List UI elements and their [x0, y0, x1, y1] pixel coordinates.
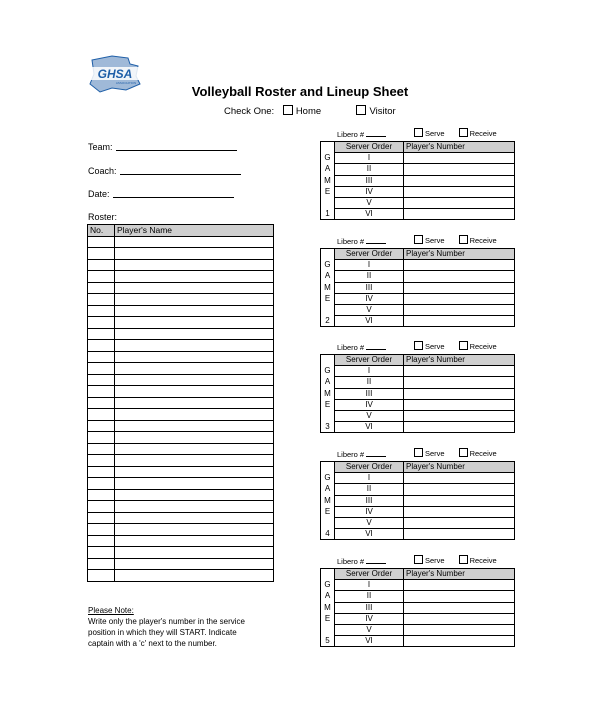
serve-checkbox[interactable]	[414, 341, 423, 350]
note-heading: Please Note:	[88, 606, 134, 615]
roster-row	[88, 489, 274, 501]
roster-col-name: Player's Name	[115, 225, 274, 237]
player-number-cell[interactable]	[404, 410, 515, 421]
roster-row	[88, 535, 274, 547]
player-number-cell[interactable]	[404, 197, 515, 208]
roster-row	[88, 455, 274, 467]
roster-number-cell[interactable]	[88, 432, 115, 444]
roster-row	[88, 248, 274, 260]
roster-row	[88, 294, 274, 306]
lineup-row	[321, 304, 515, 315]
server-order-header: Server Order	[335, 569, 404, 580]
roster-row	[88, 236, 274, 248]
lineup-table	[320, 568, 515, 647]
player-number-cell[interactable]	[404, 271, 515, 282]
roster-table	[87, 224, 274, 582]
game-letter: E	[321, 186, 335, 197]
game-letter: E	[321, 613, 335, 624]
server-order-cell: III	[335, 175, 404, 186]
roster-name-cell[interactable]	[115, 363, 274, 375]
roster-row	[88, 340, 274, 352]
roster-name-cell[interactable]	[115, 340, 274, 352]
lineup-table	[320, 461, 515, 540]
roster-number-cell[interactable]	[88, 351, 115, 363]
game-letter: A	[321, 377, 335, 388]
date-label: Date:	[88, 189, 110, 199]
lineup-row	[321, 153, 515, 164]
roster-name-cell[interactable]	[115, 570, 274, 582]
player-number-cell[interactable]	[404, 591, 515, 602]
roster-number-cell[interactable]	[88, 535, 115, 547]
receive-label: Receive	[469, 342, 497, 351]
roster-number-cell[interactable]	[88, 259, 115, 271]
roster-row	[88, 374, 274, 386]
player-number-header: Player's Number	[404, 142, 515, 153]
lineup-table	[320, 354, 515, 433]
serve-receive	[414, 128, 497, 138]
roster-name-cell[interactable]	[115, 386, 274, 398]
game-letter: G	[321, 260, 335, 271]
roster-row	[88, 478, 274, 490]
game-letter: A	[321, 591, 335, 602]
roster-number-cell[interactable]	[88, 466, 115, 478]
roster-number-cell[interactable]	[88, 386, 115, 398]
server-order-cell: II	[335, 591, 404, 602]
roster-name-cell[interactable]	[115, 409, 274, 421]
lineup-row	[321, 410, 515, 421]
player-number-cell[interactable]	[404, 473, 515, 484]
serve-checkbox[interactable]	[414, 128, 423, 137]
logo-subtext: ASSOCIATION	[115, 81, 137, 85]
server-order-header: Server Order	[335, 462, 404, 473]
server-order-cell: I	[335, 366, 404, 377]
server-order-cell: I	[335, 473, 404, 484]
lineup-row	[321, 422, 515, 433]
roster-number-cell[interactable]	[88, 294, 115, 306]
visitor-checkbox[interactable]	[356, 105, 366, 115]
roster-row	[88, 466, 274, 478]
libero-field	[337, 343, 386, 352]
lineup-row	[321, 473, 515, 484]
player-number-cell[interactable]	[404, 366, 515, 377]
roster-number-cell[interactable]	[88, 489, 115, 501]
coach-field	[88, 166, 241, 176]
player-number-cell[interactable]	[404, 506, 515, 517]
server-order-cell: III	[335, 282, 404, 293]
roster-label: Roster:	[88, 212, 118, 222]
server-order-cell: IV	[335, 399, 404, 410]
game-letter: A	[321, 484, 335, 495]
receive-label: Receive	[469, 556, 497, 565]
lineup-row	[321, 197, 515, 208]
roster-name-cell[interactable]	[115, 489, 274, 501]
game-letter	[321, 355, 335, 366]
game-letter: G	[321, 580, 335, 591]
game-letter: G	[321, 473, 335, 484]
serve-label: Serve	[425, 449, 445, 458]
server-order-cell: V	[335, 624, 404, 635]
lineup-row	[321, 613, 515, 624]
roster-name-cell[interactable]	[115, 294, 274, 306]
roster-number-cell[interactable]	[88, 570, 115, 582]
roster-row	[88, 443, 274, 455]
libero-input[interactable]	[366, 237, 386, 244]
server-order-cell: III	[335, 495, 404, 506]
player-number-cell[interactable]	[404, 602, 515, 613]
roster-row	[88, 317, 274, 329]
server-order-cell: IV	[335, 186, 404, 197]
game-letter: 2	[321, 316, 335, 327]
game-letter: 1	[321, 209, 335, 220]
serve-receive	[414, 235, 497, 245]
page-title: Volleyball Roster and Lineup Sheet	[191, 84, 409, 99]
game-letter	[321, 142, 335, 153]
player-number-cell[interactable]	[404, 260, 515, 271]
date-input[interactable]	[113, 189, 234, 198]
player-number-header: Player's Number	[404, 249, 515, 260]
lineup-row	[321, 260, 515, 271]
team-field	[88, 142, 237, 152]
lineup-row	[321, 506, 515, 517]
game-letter: A	[321, 164, 335, 175]
roster-number-cell[interactable]	[88, 328, 115, 340]
lineup-row	[321, 164, 515, 175]
serve-checkbox[interactable]	[414, 235, 423, 244]
player-number-cell[interactable]	[404, 304, 515, 315]
team-label: Team:	[88, 142, 113, 152]
server-order-cell: II	[335, 377, 404, 388]
server-order-cell: V	[335, 197, 404, 208]
server-order-cell: VI	[335, 636, 404, 647]
roster-row	[88, 558, 274, 570]
roster-number-cell[interactable]	[88, 478, 115, 490]
roster-row	[88, 282, 274, 294]
libero-label: Libero #	[337, 130, 365, 139]
libero-input[interactable]	[366, 343, 386, 350]
lineup-row	[321, 484, 515, 495]
game-letter: M	[321, 282, 335, 293]
receive-label: Receive	[469, 129, 497, 138]
libero-input[interactable]	[366, 557, 386, 564]
roster-number-cell[interactable]	[88, 512, 115, 524]
player-number-header: Player's Number	[404, 569, 515, 580]
roster-name-cell[interactable]	[115, 282, 274, 294]
lineup-table	[320, 141, 515, 220]
receive-checkbox[interactable]	[459, 341, 468, 350]
libero-input[interactable]	[366, 450, 386, 457]
lineup-row	[321, 316, 515, 327]
roster-name-cell[interactable]	[115, 374, 274, 386]
player-number-cell[interactable]	[404, 209, 515, 220]
game-letter	[321, 517, 335, 528]
receive-label: Receive	[469, 449, 497, 458]
player-number-cell[interactable]	[404, 517, 515, 528]
game-letter	[321, 249, 335, 260]
player-number-cell[interactable]	[404, 484, 515, 495]
serve-checkbox[interactable]	[414, 448, 423, 457]
lineup-row	[321, 495, 515, 506]
player-number-cell[interactable]	[404, 580, 515, 591]
player-number-header: Player's Number	[404, 462, 515, 473]
roster-name-cell[interactable]	[115, 236, 274, 248]
lineup-row	[321, 529, 515, 540]
game-letter: M	[321, 495, 335, 506]
roster-name-cell[interactable]	[115, 443, 274, 455]
libero-label: Libero #	[337, 450, 365, 459]
player-number-cell[interactable]	[404, 388, 515, 399]
lineup-row	[321, 366, 515, 377]
roster-number-cell[interactable]	[88, 317, 115, 329]
roster-number-cell[interactable]	[88, 340, 115, 352]
lineup-row	[321, 636, 515, 647]
note-line: position in which they will START. Indicate	[88, 628, 237, 637]
player-number-cell[interactable]	[404, 399, 515, 410]
roster-name-cell[interactable]	[115, 317, 274, 329]
server-order-cell: II	[335, 164, 404, 175]
player-number-cell[interactable]	[404, 164, 515, 175]
server-order-cell: IV	[335, 506, 404, 517]
home-label: Home	[295, 106, 322, 117]
game-letter	[321, 197, 335, 208]
note-line: Write only the player's number in the service	[88, 617, 246, 626]
roster-name-cell[interactable]	[115, 397, 274, 409]
game-letter: M	[321, 388, 335, 399]
roster-name-cell[interactable]	[115, 455, 274, 467]
lineup-row	[321, 209, 515, 220]
libero-field	[337, 237, 386, 246]
player-number-cell[interactable]	[404, 636, 515, 647]
serve-checkbox[interactable]	[414, 555, 423, 564]
roster-row	[88, 328, 274, 340]
libero-field	[337, 130, 386, 139]
player-number-cell[interactable]	[404, 495, 515, 506]
game-letter	[321, 462, 335, 473]
roster-name-cell[interactable]	[115, 501, 274, 513]
receive-checkbox[interactable]	[459, 235, 468, 244]
roster-name-cell[interactable]	[115, 535, 274, 547]
roster-name-cell[interactable]	[115, 558, 274, 570]
roster-name-cell[interactable]	[115, 420, 274, 432]
game-letter: E	[321, 506, 335, 517]
roster-row	[88, 570, 274, 582]
server-order-cell: VI	[335, 529, 404, 540]
roster-number-cell[interactable]	[88, 501, 115, 513]
roster-row	[88, 547, 274, 559]
roster-col-no: No.	[88, 225, 115, 237]
player-number-cell[interactable]	[404, 377, 515, 388]
server-order-cell: VI	[335, 422, 404, 433]
game-letter: E	[321, 293, 335, 304]
lineup-row	[321, 602, 515, 613]
roster-name-cell[interactable]	[115, 259, 274, 271]
lineup-row	[321, 282, 515, 293]
home-checkbox[interactable]	[283, 105, 293, 115]
lineup-row	[321, 399, 515, 410]
roster-number-cell[interactable]	[88, 397, 115, 409]
roster-number-cell[interactable]	[88, 374, 115, 386]
lineup-row	[321, 624, 515, 635]
game-letter: G	[321, 153, 335, 164]
serve-receive	[414, 448, 497, 458]
roster-row	[88, 409, 274, 421]
roster-row	[88, 351, 274, 363]
roster-name-cell[interactable]	[115, 351, 274, 363]
roster-name-cell[interactable]	[115, 248, 274, 260]
roster-name-cell[interactable]	[115, 432, 274, 444]
roster-row	[88, 420, 274, 432]
roster-name-cell[interactable]	[115, 547, 274, 559]
note	[88, 605, 278, 649]
game-letter	[321, 304, 335, 315]
roster-number-cell[interactable]	[88, 363, 115, 375]
lineup-row	[321, 377, 515, 388]
roster-number-cell[interactable]	[88, 443, 115, 455]
server-order-cell: IV	[335, 293, 404, 304]
serve-label: Serve	[425, 342, 445, 351]
roster-number-cell[interactable]	[88, 305, 115, 317]
lineup-row	[321, 580, 515, 591]
game-letter	[321, 624, 335, 635]
lineup-row	[321, 517, 515, 528]
coach-label: Coach:	[88, 166, 117, 176]
roster-row	[88, 397, 274, 409]
server-order-cell: V	[335, 517, 404, 528]
player-number-cell[interactable]	[404, 153, 515, 164]
roster-row	[88, 271, 274, 283]
game-letter: M	[321, 602, 335, 613]
game-letter: 4	[321, 529, 335, 540]
lineup-row	[321, 293, 515, 304]
roster-number-cell[interactable]	[88, 236, 115, 248]
receive-checkbox[interactable]	[459, 448, 468, 457]
roster-row	[88, 512, 274, 524]
server-order-cell: II	[335, 484, 404, 495]
roster-row	[88, 305, 274, 317]
serve-label: Serve	[425, 236, 445, 245]
game-letter: 3	[321, 422, 335, 433]
receive-checkbox[interactable]	[459, 128, 468, 137]
roster-number-cell[interactable]	[88, 547, 115, 559]
libero-label: Libero #	[337, 237, 365, 246]
player-number-cell[interactable]	[404, 624, 515, 635]
roster-row	[88, 501, 274, 513]
game-letter: M	[321, 175, 335, 186]
lineup-row	[321, 388, 515, 399]
player-number-cell[interactable]	[404, 175, 515, 186]
player-number-cell[interactable]	[404, 282, 515, 293]
server-order-cell: I	[335, 260, 404, 271]
server-order-header: Server Order	[335, 249, 404, 260]
receive-label: Receive	[469, 236, 497, 245]
roster-name-cell[interactable]	[115, 271, 274, 283]
roster-name-cell[interactable]	[115, 466, 274, 478]
player-number-cell[interactable]	[404, 293, 515, 304]
roster-row	[88, 259, 274, 271]
libero-label: Libero #	[337, 557, 365, 566]
server-order-cell: VI	[335, 316, 404, 327]
server-order-cell: I	[335, 153, 404, 164]
roster-row	[88, 363, 274, 375]
check-one	[224, 105, 396, 117]
roster-name-cell[interactable]	[115, 305, 274, 317]
server-order-cell: III	[335, 602, 404, 613]
roster-number-cell[interactable]	[88, 282, 115, 294]
serve-label: Serve	[425, 129, 445, 138]
game-letter: E	[321, 399, 335, 410]
server-order-cell: II	[335, 271, 404, 282]
roster-name-cell[interactable]	[115, 328, 274, 340]
game-letter: A	[321, 271, 335, 282]
libero-input[interactable]	[366, 130, 386, 137]
server-order-cell: V	[335, 410, 404, 421]
server-order-header: Server Order	[335, 142, 404, 153]
player-number-cell[interactable]	[404, 422, 515, 433]
player-number-cell[interactable]	[404, 613, 515, 624]
roster-number-cell[interactable]	[88, 455, 115, 467]
roster-name-cell[interactable]	[115, 512, 274, 524]
game-letter	[321, 410, 335, 421]
player-number-cell[interactable]	[404, 186, 515, 197]
player-number-cell[interactable]	[404, 316, 515, 327]
date-field	[88, 189, 234, 199]
roster-number-cell[interactable]	[88, 409, 115, 421]
lineup-table	[320, 248, 515, 327]
check-one-label: Check One:	[224, 106, 275, 117]
roster-number-cell[interactable]	[88, 420, 115, 432]
serve-label: Serve	[425, 556, 445, 565]
roster-number-cell[interactable]	[88, 248, 115, 260]
roster-name-cell[interactable]	[115, 478, 274, 490]
lineup-row	[321, 175, 515, 186]
server-order-cell: III	[335, 388, 404, 399]
server-order-cell: IV	[335, 613, 404, 624]
roster-row	[88, 386, 274, 398]
game-letter: G	[321, 366, 335, 377]
lineup-row	[321, 186, 515, 197]
roster-number-cell[interactable]	[88, 271, 115, 283]
server-order-cell: I	[335, 580, 404, 591]
lineup-row	[321, 591, 515, 602]
server-order-cell: V	[335, 304, 404, 315]
server-order-cell: VI	[335, 209, 404, 220]
lineup-row	[321, 271, 515, 282]
team-input[interactable]	[116, 142, 237, 151]
logo-text: GHSA	[97, 67, 133, 81]
note-line: captain with a 'c' next to the number.	[88, 639, 217, 648]
serve-receive	[414, 341, 497, 351]
coach-input[interactable]	[120, 166, 241, 175]
game-letter	[321, 569, 335, 580]
player-number-cell[interactable]	[404, 529, 515, 540]
libero-label: Libero #	[337, 343, 365, 352]
libero-field	[337, 557, 386, 566]
game-letter: 5	[321, 636, 335, 647]
roster-number-cell[interactable]	[88, 524, 115, 536]
roster-name-cell[interactable]	[115, 524, 274, 536]
roster-row	[88, 432, 274, 444]
receive-checkbox[interactable]	[459, 555, 468, 564]
server-order-header: Server Order	[335, 355, 404, 366]
roster-number-cell[interactable]	[88, 558, 115, 570]
serve-receive	[414, 555, 497, 565]
roster-row	[88, 524, 274, 536]
libero-field	[337, 450, 386, 459]
player-number-header: Player's Number	[404, 355, 515, 366]
visitor-label: Visitor	[369, 106, 396, 117]
